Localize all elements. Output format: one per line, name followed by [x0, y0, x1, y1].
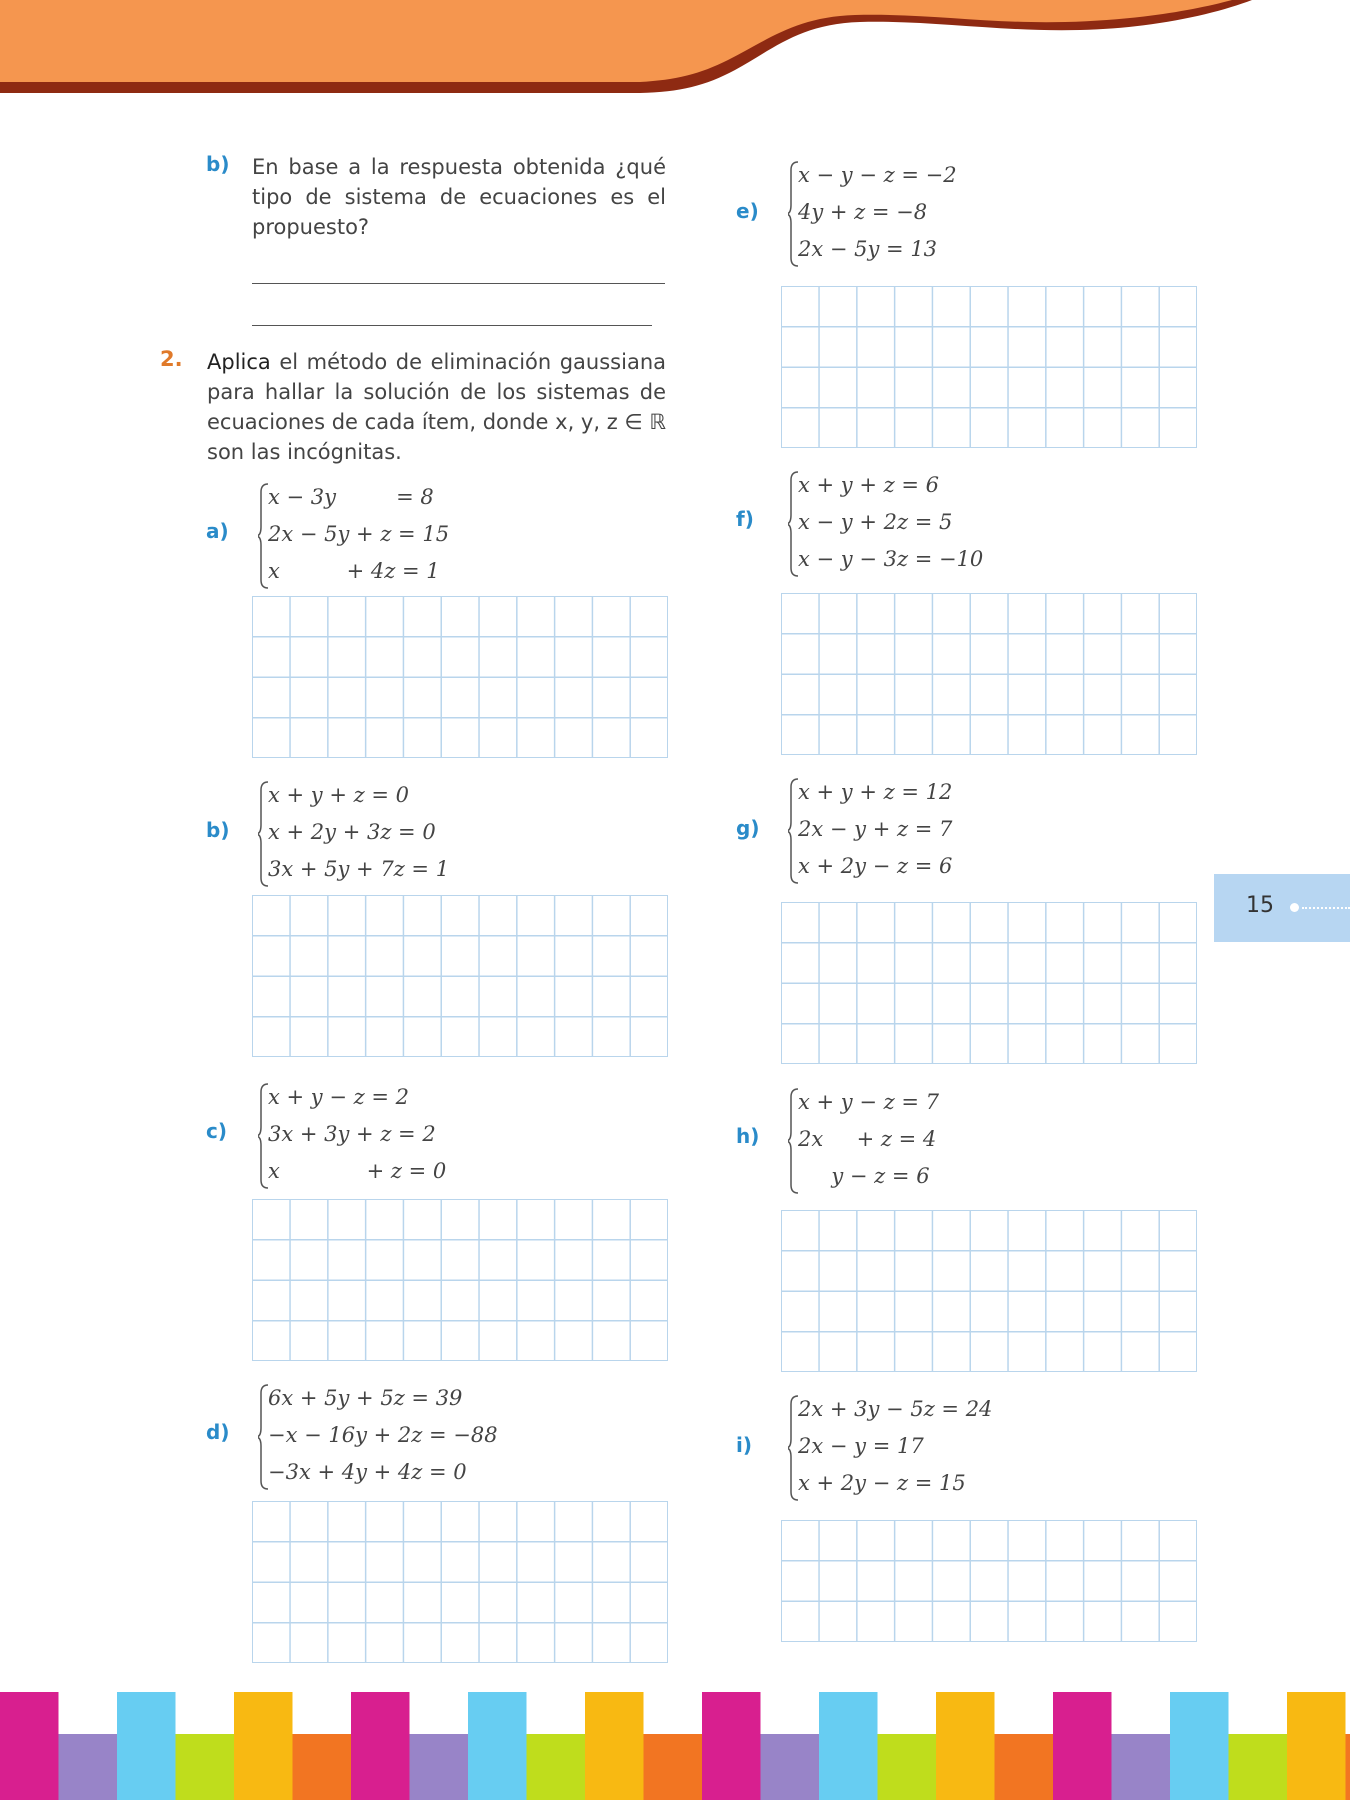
answer-grid-i[interactable]: [781, 1520, 1197, 1642]
answer-grid-g[interactable]: [781, 902, 1197, 1064]
system-c-eq1: x + y − z = 2: [268, 1085, 409, 1109]
system-i-eq3: x + 2y − z = 15: [798, 1471, 966, 1495]
system-g-eq1: x + y + z = 12: [798, 780, 953, 804]
system-i-eq2: 2x − y = 17: [798, 1434, 924, 1458]
stripe-tall: [0, 1692, 59, 1800]
answer-grid-c[interactable]: [252, 1199, 668, 1361]
stripe-tall: [585, 1692, 644, 1800]
stripe-low: [410, 1734, 469, 1800]
system-f-eq2: x − y + 2z = 5: [798, 510, 953, 534]
stripe-tall: [1170, 1692, 1229, 1800]
exercise-2: [160, 347, 666, 467]
item-d-label: d): [206, 1420, 230, 1444]
system-c-eq3: x + z = 0: [268, 1159, 447, 1183]
item-f-label: f): [736, 507, 754, 531]
stripe-low: [527, 1734, 586, 1800]
system-f-eq1: x + y + z = 6: [798, 473, 939, 497]
stripe-low: [59, 1734, 118, 1800]
stripe-tall: [936, 1692, 995, 1800]
stripe-low: [995, 1734, 1054, 1800]
stripe-tall: [1287, 1692, 1346, 1800]
system-a-eq2: 2x − 5y + z = 15: [268, 522, 450, 546]
system-e-eq2: 4y + z = −8: [798, 200, 928, 224]
system-i-eq1: 2x + 3y − 5z = 24: [798, 1397, 993, 1421]
system-d-eq3: −3x + 4y + 4z = 0: [268, 1460, 467, 1484]
question-b-label: b): [206, 152, 230, 176]
stripe-low: [878, 1734, 937, 1800]
dot-icon: [1290, 903, 1299, 912]
item-e-label: e): [736, 199, 759, 223]
stripe-tall: [468, 1692, 527, 1800]
question-b: [206, 152, 666, 242]
stripe-tall: [117, 1692, 176, 1800]
stripe-low: [1346, 1734, 1350, 1800]
stripe-tall: [351, 1692, 410, 1800]
answer-grid-b[interactable]: [252, 895, 668, 1057]
exercise-2-text: el método de eliminación gaussiana para hallar la solución de los sistemas de ecuaciones de cada ítem, donde x, y, z ∈ ℝ son las incógnitas.: [207, 350, 666, 464]
system-f-eq3: x − y − 3z = −10: [798, 547, 984, 571]
system-e-eq3: 2x − 5y = 13: [798, 237, 938, 261]
answer-grid-f[interactable]: [781, 593, 1197, 755]
stripe-low: [761, 1734, 820, 1800]
system-b-eq3: 3x + 5y + 7z = 1: [268, 857, 450, 881]
system-a-eq3: x + 4z = 1: [268, 559, 440, 583]
item-g-label: g): [736, 816, 760, 840]
exercise-2-number: 2.: [160, 347, 183, 371]
item-b-label: b): [206, 818, 230, 842]
stripe-tall: [234, 1692, 293, 1800]
stripe-low: [1112, 1734, 1171, 1800]
answer-grid-d[interactable]: [252, 1501, 668, 1663]
page-number-tab: [1214, 874, 1350, 942]
system-b-eq1: x + y + z = 0: [268, 783, 409, 807]
answer-line-1[interactable]: [252, 283, 665, 284]
system-b-eq2: x + 2y + 3z = 0: [268, 820, 436, 844]
system-d-eq2: −x − 16y + 2z = −88: [268, 1423, 498, 1447]
system-c-eq2: 3x + 3y + z = 2: [268, 1122, 436, 1146]
stripe-low: [176, 1734, 235, 1800]
system-h-eq1: x + y − z = 7: [798, 1090, 939, 1114]
question-b-text: En base a la respuesta obtenida ¿qué tipo de sistema de ecuaciones es el propuesto?: [252, 155, 666, 239]
exercise-2-instructions: [207, 347, 666, 467]
answer-line-2[interactable]: [252, 325, 652, 326]
stripe-tall: [1053, 1692, 1112, 1800]
stripe-tall: [702, 1692, 761, 1800]
bottom-decorative-stripes: [0, 1692, 1350, 1800]
item-a-label: a): [206, 519, 229, 543]
answer-grid-e[interactable]: [781, 286, 1197, 448]
system-e-eq1: x − y − z = −2: [798, 163, 957, 187]
stripe-tall: [819, 1692, 878, 1800]
answer-grid-h[interactable]: [781, 1210, 1197, 1372]
answer-grid-a[interactable]: [252, 596, 668, 758]
header-wave-fill: [0, 0, 1232, 82]
system-h-eq3: y − z = 6: [798, 1164, 930, 1188]
item-i-label: i): [736, 1433, 752, 1457]
page-number: 15: [1246, 893, 1274, 918]
item-h-label: h): [736, 1124, 760, 1148]
stripe-low: [293, 1734, 352, 1800]
system-h-eq2: 2x + z = 4: [798, 1127, 937, 1151]
stripe-low: [644, 1734, 703, 1800]
header-wave-banner: [0, 0, 1350, 100]
exercise-2-verb: Aplica: [207, 350, 271, 374]
system-d-eq1: 6x + 5y + 5z = 39: [268, 1386, 463, 1410]
system-g-eq2: 2x − y + z = 7: [798, 817, 953, 841]
stripe-low: [1229, 1734, 1288, 1800]
system-a-eq1: x − 3y = 8: [268, 485, 434, 509]
system-g-eq3: x + 2y − z = 6: [798, 854, 953, 878]
dotted-line: [1302, 907, 1350, 909]
item-c-label: c): [206, 1119, 227, 1143]
